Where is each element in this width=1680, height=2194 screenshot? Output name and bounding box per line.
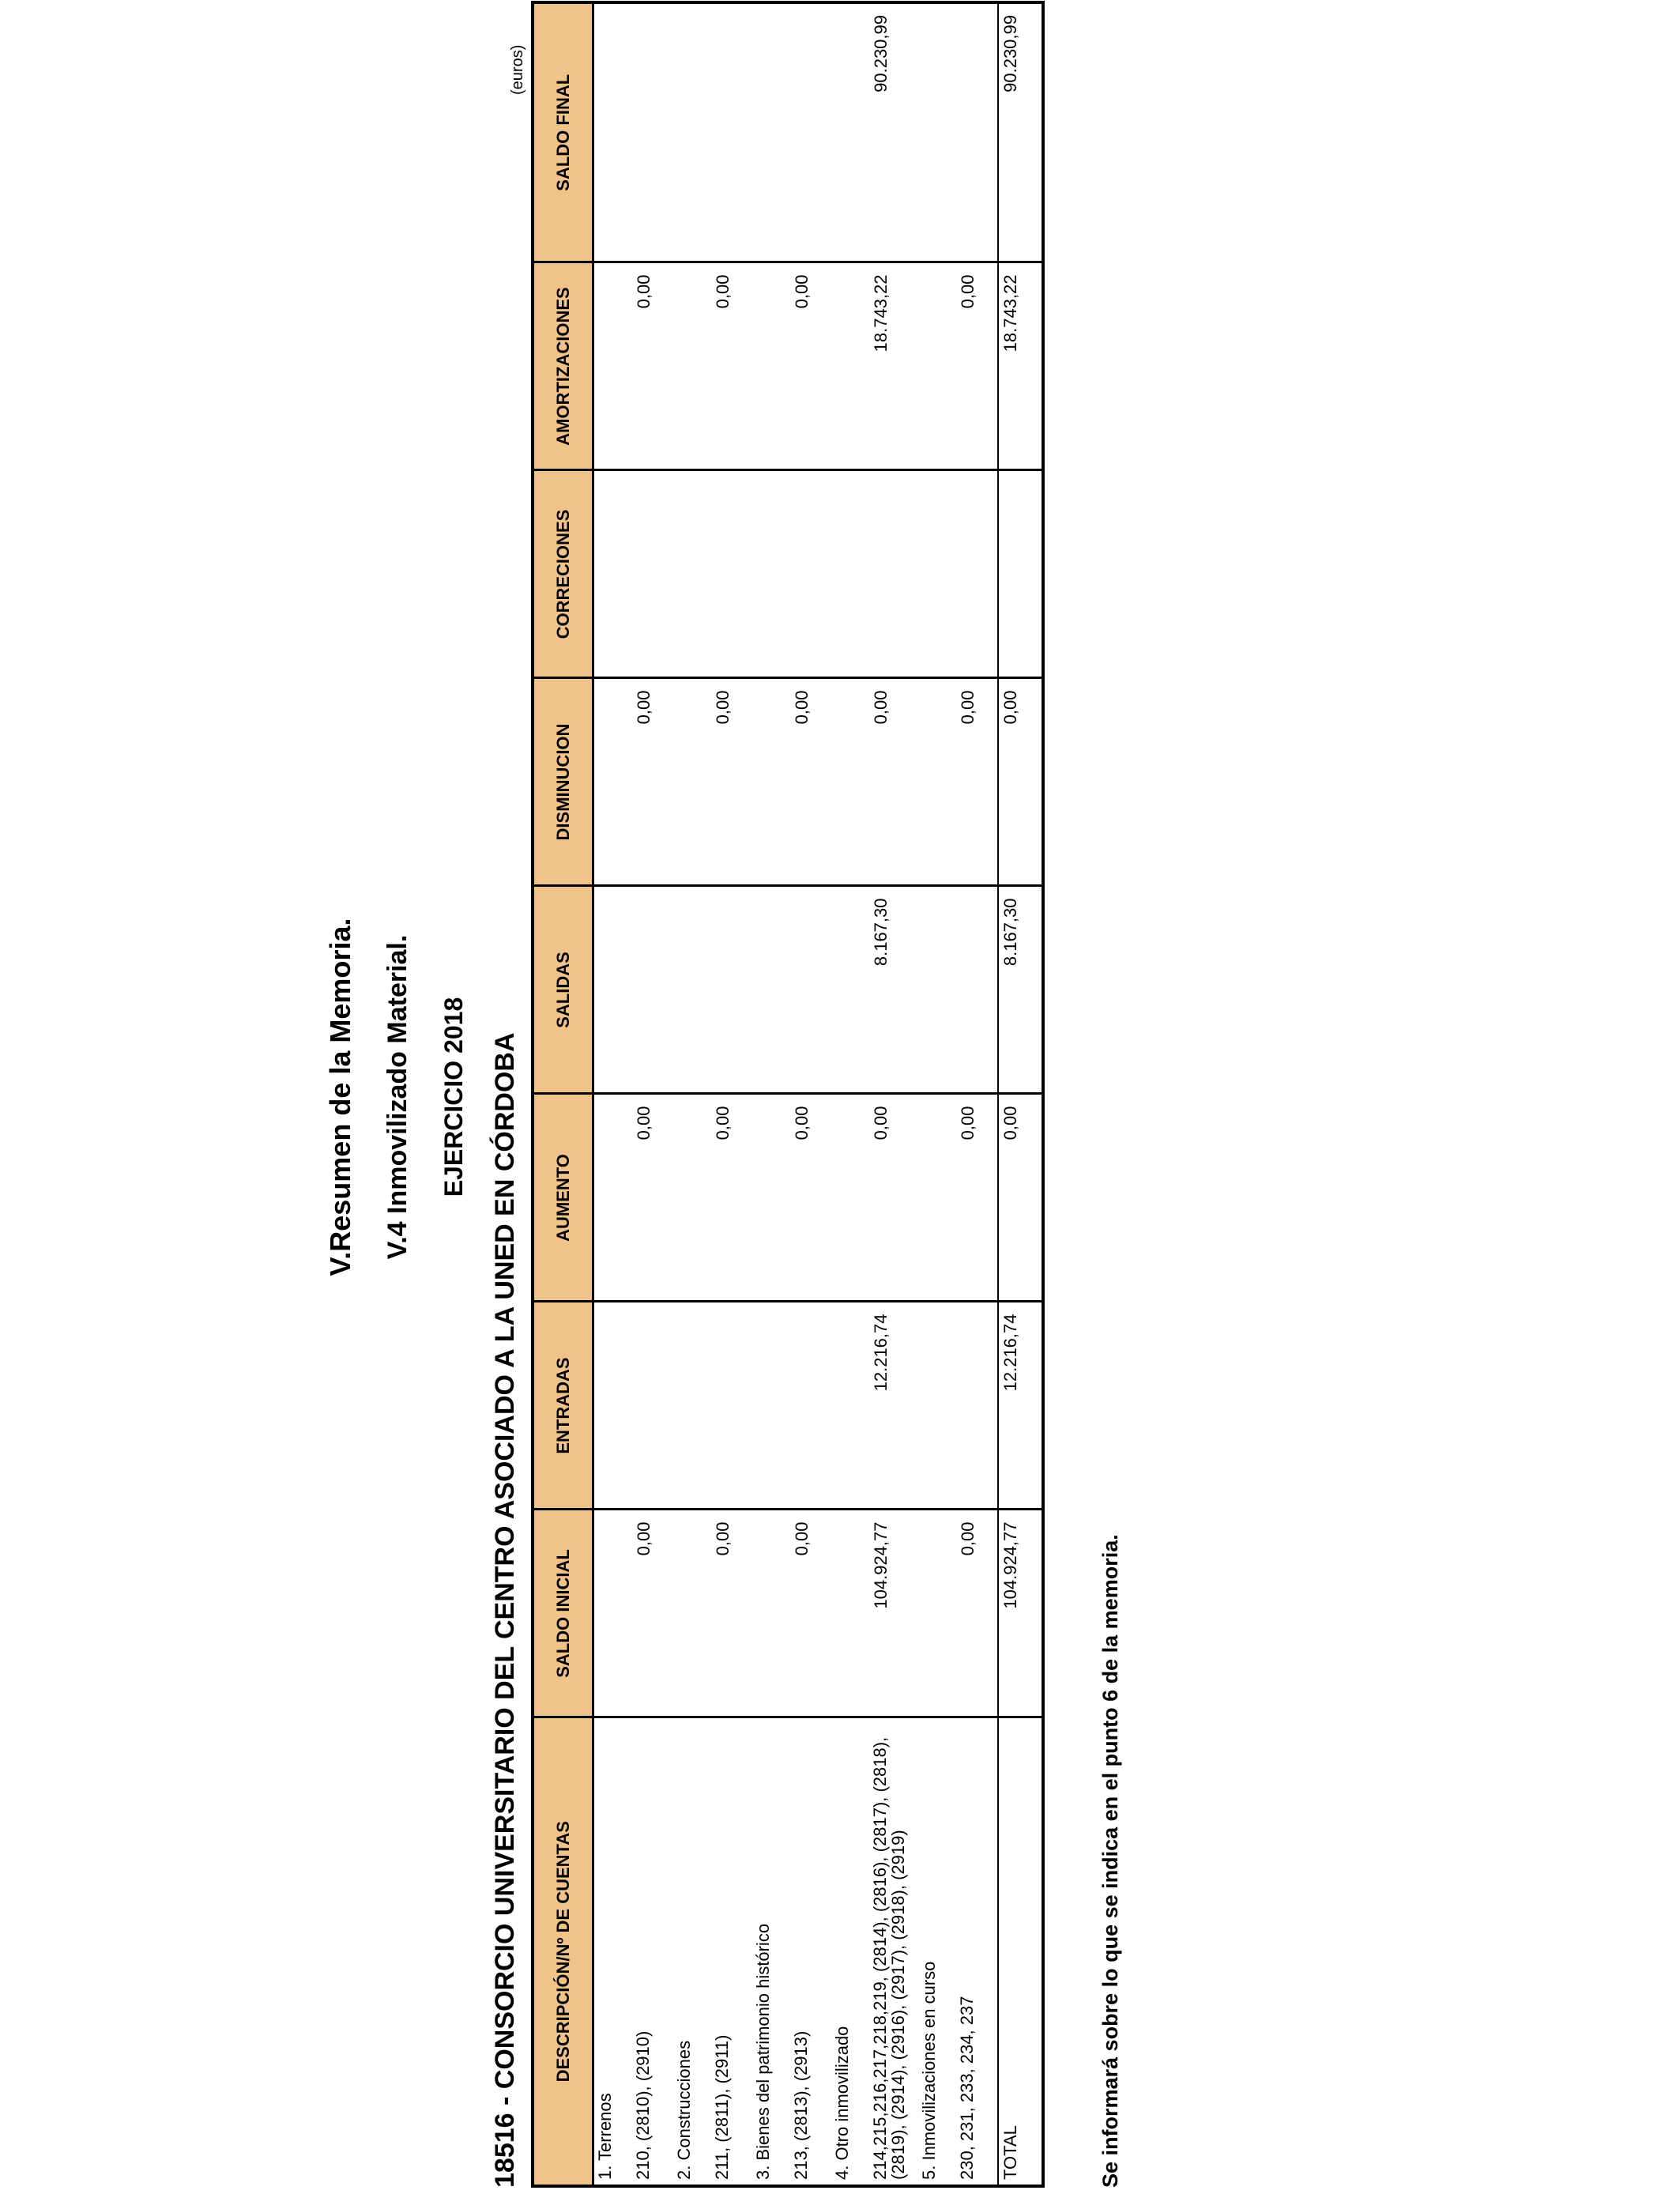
- table-header-row: [533, 2, 593, 2186]
- row-description: 5. Inmovilizaciones en curso: [918, 1717, 956, 2186]
- table-row: [632, 2, 673, 2186]
- table-row: [790, 2, 831, 2186]
- row-value: [711, 470, 752, 678]
- row-value: [918, 678, 956, 886]
- row-value: [673, 1094, 711, 1302]
- row-value: 0,00: [869, 1094, 918, 1302]
- row-description: 214,215,216,217,218,219, (2814), (2816), (2817), (2818), (2819), (2914), (2916), (2917), (2918), (2919): [869, 1717, 918, 2186]
- inmovilizado-table: [531, 1, 1045, 2188]
- row-value: [752, 262, 790, 470]
- row-description: 230, 231, 233, 234, 237: [956, 1717, 998, 2186]
- row-value: [752, 886, 790, 1094]
- row-value: [711, 1302, 752, 1510]
- row-value: [790, 1302, 831, 1510]
- units-label: (euros): [509, 44, 526, 95]
- row-value: [673, 678, 711, 886]
- total-value: 12.216,74: [998, 1302, 1043, 1510]
- table-row: [673, 2, 711, 2186]
- row-value: [956, 1302, 998, 1510]
- row-value: [752, 470, 790, 678]
- row-value: [831, 2, 869, 262]
- row-value: [673, 1302, 711, 1510]
- row-value: [752, 678, 790, 886]
- row-value: [918, 470, 956, 678]
- table-row: [918, 2, 956, 2186]
- row-value: 0,00: [956, 262, 998, 470]
- column-header: CORRECIONES: [533, 470, 593, 678]
- row-value: [831, 262, 869, 470]
- table-row: [831, 2, 869, 2186]
- row-value: [956, 2, 998, 262]
- row-value: 104.924,77: [869, 1510, 918, 1717]
- row-value: [593, 1510, 633, 1717]
- row-value: [673, 262, 711, 470]
- column-header: SALIDAS: [533, 886, 593, 1094]
- row-value: [956, 886, 998, 1094]
- total-value: 8.167,30: [998, 886, 1043, 1094]
- total-value: 0,00: [998, 1094, 1043, 1302]
- row-value: [752, 1094, 790, 1302]
- row-value: [673, 2, 711, 262]
- table-row: [956, 2, 998, 2186]
- exercise-year: EJERCICIO 2018: [439, 997, 468, 1197]
- row-value: 90.230,99: [869, 2, 918, 262]
- row-value: [673, 886, 711, 1094]
- row-value: [673, 1510, 711, 1717]
- row-value: [593, 678, 633, 886]
- row-value: 0,00: [632, 678, 673, 886]
- table-row: [711, 2, 752, 2186]
- row-value: [831, 886, 869, 1094]
- row-value: 0,00: [711, 1094, 752, 1302]
- total-value: [998, 470, 1043, 678]
- row-value: 0,00: [711, 262, 752, 470]
- row-value: 0,00: [632, 1510, 673, 1717]
- row-description: 2. Construcciones: [673, 1717, 711, 2186]
- row-value: [593, 262, 633, 470]
- row-description: 3. Bienes del patrimonio histórico: [752, 1717, 790, 2186]
- row-description: 210, (2810), (2910): [632, 1717, 673, 2186]
- total-row: [998, 2, 1043, 2186]
- footnote: Se informará sobre lo que se indica en el punto 6 de la memoria.: [1098, 1534, 1122, 2188]
- row-value: [790, 470, 831, 678]
- row-value: [918, 1094, 956, 1302]
- row-value: 0,00: [956, 1510, 998, 1717]
- row-value: [593, 886, 633, 1094]
- row-value: 18.743,22: [869, 262, 918, 470]
- row-value: [831, 1094, 869, 1302]
- row-value: [956, 470, 998, 678]
- row-value: [711, 886, 752, 1094]
- row-value: 0,00: [790, 678, 831, 886]
- row-value: [790, 886, 831, 1094]
- row-value: [593, 1302, 633, 1510]
- row-value: [831, 678, 869, 886]
- row-description: 213, (2813), (2913): [790, 1717, 831, 2186]
- column-header: AUMENTO: [533, 1094, 593, 1302]
- row-value: [752, 1302, 790, 1510]
- entity-name: 18516 - CONSORCIO UNIVERSITARIO DEL CENTRO ASOCIADO A LA UNED EN CÓRDOBA: [490, 1032, 520, 2188]
- row-value: [752, 2, 790, 262]
- table-body: [593, 2, 1044, 2186]
- row-value: [869, 470, 918, 678]
- row-value: [918, 1510, 956, 1717]
- row-value: [711, 2, 752, 262]
- row-value: [593, 1094, 633, 1302]
- total-value: 0,00: [998, 678, 1043, 886]
- row-value: 0,00: [632, 1094, 673, 1302]
- column-header: AMORTIZACIONES: [533, 262, 593, 470]
- table-row: [869, 2, 918, 2186]
- row-value: 0,00: [790, 1094, 831, 1302]
- total-value: 18.743,22: [998, 262, 1043, 470]
- column-header: DESCRIPCIÓN/Nº DE CUENTAS: [533, 1717, 593, 2186]
- row-value: [831, 1510, 869, 1717]
- table-row: [752, 2, 790, 2186]
- row-value: [593, 2, 633, 262]
- inmovilizado-table-container: [531, 1, 1045, 2188]
- section-subtitle: V.4 Inmovilizado Material.: [382, 934, 412, 1260]
- row-description: 4. Otro inmovilizado: [831, 1717, 869, 2186]
- row-value: [918, 886, 956, 1094]
- row-value: 8.167,30: [869, 886, 918, 1094]
- table-row: [593, 2, 633, 2186]
- row-value: [918, 262, 956, 470]
- row-value: 12.216,74: [869, 1302, 918, 1510]
- row-value: [632, 2, 673, 262]
- column-header: SALDO INICIAL: [533, 1510, 593, 1717]
- row-value: 0,00: [632, 262, 673, 470]
- row-description: 211, (2811), (2911): [711, 1717, 752, 2186]
- row-value: 0,00: [956, 1094, 998, 1302]
- row-value: 0,00: [711, 1510, 752, 1717]
- column-header: SALDO FINAL: [533, 2, 593, 262]
- row-value: [831, 470, 869, 678]
- row-description: 1. Terrenos: [593, 1717, 633, 2186]
- row-value: [752, 1510, 790, 1717]
- row-value: [790, 2, 831, 262]
- row-value: [593, 470, 633, 678]
- total-label: TOTAL: [998, 1717, 1043, 2186]
- row-value: 0,00: [790, 1510, 831, 1717]
- column-header: DISMINUCION: [533, 678, 593, 886]
- column-header: ENTRADAS: [533, 1302, 593, 1510]
- row-value: 0,00: [869, 678, 918, 886]
- total-value: 104.924,77: [998, 1510, 1043, 1717]
- row-value: [831, 1302, 869, 1510]
- row-value: [918, 1302, 956, 1510]
- row-value: [632, 886, 673, 1094]
- row-value: [632, 1302, 673, 1510]
- row-value: 0,00: [956, 678, 998, 886]
- row-value: 0,00: [711, 678, 752, 886]
- row-value: [918, 2, 956, 262]
- page-title: V.Resumen de la Memoria.: [324, 918, 356, 1276]
- total-value: 90.230,99: [998, 2, 1043, 262]
- row-value: [632, 470, 673, 678]
- row-value: [673, 470, 711, 678]
- row-value: 0,00: [790, 262, 831, 470]
